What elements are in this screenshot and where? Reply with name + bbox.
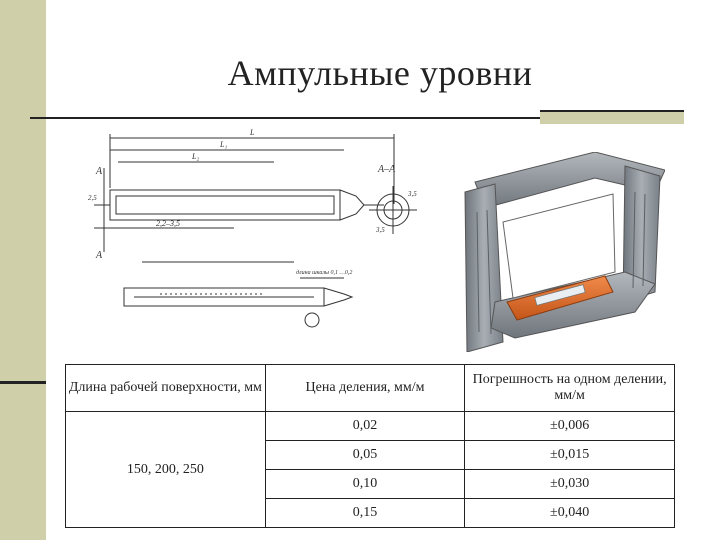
dim-L1-label: L₁ [220, 140, 228, 149]
length-value: 150, 200, 250 [66, 412, 266, 528]
division-value: 0,02 [265, 412, 465, 441]
header-length: Длина рабочей поверхности, мм [66, 365, 266, 412]
error-value: ±0,015 [465, 441, 675, 470]
header-error: Погрешность на одном делении, мм/м [465, 365, 675, 412]
scale-note: длина шкалы 0,1 …0,2 [296, 270, 353, 276]
dim-gap-label: 2,2–3,5 [156, 219, 180, 228]
section-label: A–A [378, 164, 396, 175]
dim-height-label: 2,5 [88, 194, 97, 202]
specifications-table [65, 364, 675, 528]
frame-level-photo [455, 152, 665, 352]
technical-drawing [64, 124, 420, 328]
table-row [66, 412, 675, 441]
dim-diameter-label: 3,5 [408, 190, 417, 198]
section-marker-top: A [96, 166, 103, 177]
section-marker-bottom: A [96, 250, 103, 261]
page-title: Ампульные уровни [227, 53, 533, 93]
dim-width-label: 3,5 [376, 226, 385, 234]
division-value: 0,05 [265, 441, 465, 470]
dim-L-label: L [250, 128, 255, 137]
division-value: 0,10 [265, 470, 465, 499]
division-value: 0,15 [265, 499, 465, 528]
title-underline [30, 117, 540, 119]
error-value: ±0,030 [465, 470, 675, 499]
sidebar-divider [0, 381, 46, 384]
error-value: ±0,040 [465, 499, 675, 528]
table-header-row [66, 365, 675, 412]
header-division: Цена деления, мм/м [265, 365, 465, 412]
error-value: ±0,006 [465, 412, 675, 441]
title-accent-block [540, 110, 684, 124]
dim-L2-label: L₂ [192, 152, 200, 161]
